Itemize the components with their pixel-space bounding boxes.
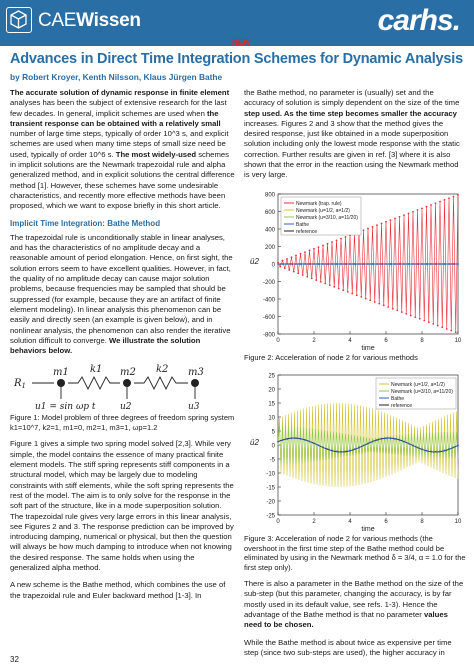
series-trapezoidal-point — [302, 274, 304, 276]
y-tick-label: 600 — [264, 209, 275, 216]
series-trapezoidal-point — [394, 217, 396, 219]
series-bathe-point — [291, 438, 293, 440]
series-bathe-point — [381, 263, 383, 265]
y-tick-label: 10 — [268, 415, 275, 422]
y-tick-label: 200 — [264, 244, 275, 251]
mass-1 — [57, 379, 65, 387]
acceleration-chart-1 — [244, 188, 466, 353]
series-trapezoidal-point — [342, 289, 344, 291]
m3-label: m3 — [188, 367, 204, 379]
series-bathe-point — [403, 441, 405, 443]
legend-entry: Newmark (u=3/10, a=11/20) — [391, 389, 453, 396]
series-bathe-point — [417, 263, 419, 265]
x-tick-label: 0 — [276, 519, 280, 526]
x-tick-label: 8 — [420, 337, 424, 344]
series-trapezoidal-point — [347, 291, 349, 293]
series-bathe-point — [313, 263, 315, 265]
m2-label: m2 — [120, 367, 136, 379]
series-bathe-point — [358, 447, 360, 449]
series-bathe-point — [430, 263, 432, 265]
legend-entry: Newmark (trap. rule) — [296, 200, 342, 207]
series-trapezoidal-point — [293, 270, 295, 272]
intro-paragraph: The accurate solution of dynamic response in finite element analyses has been the subject of extensive research for the last few decades. In general, implicit schemes are used when the transient response can be obtained with a relatively small number of large time steps, typically of order 10^3 s, and explicit schemes are used when many time steps of small size need be used, typically of order 10^6 s. The most widely-used schemes in implicit solutions are the Newmark trapezoidal rule and alpha generalized method, and in explicit solutions the central difference method [1]. However, these schemes have some undesirable characteristics, and recently more effective methods have been proposed, which we want to expose briefly in this short article. — [10, 88, 235, 211]
spring-model-figure — [10, 363, 235, 413]
series-bathe-point — [340, 451, 342, 453]
cube-logo-icon — [6, 7, 32, 33]
series-trapezoidal-point — [297, 272, 299, 274]
series-trapezoidal-point — [383, 304, 385, 306]
series-bathe-point — [313, 443, 315, 445]
series-trapezoidal-point — [329, 284, 331, 286]
series-bathe-point — [417, 447, 419, 449]
series-trapezoidal-point — [363, 229, 365, 231]
bathe-intro-paragraph: The trapezoidal rule is unconditionally stable in linear analyses, and has the characteristics of no amplitude decay and a reasonable amount of period elongation. Hence, on first sight, the solution errors seem to have excellent qualities. However, in fact, the quality of no amplitude decay can cause major solution problems, because frequencies may be sampled that should be suppressed (for example, because they are an artifact of finite element modeling). In linear analysis this phenomenon can be easily and directly seen (an example is given below), and in nonlinear analysis, the phenomenon can also render the iterative solution difficult to converge. We illustrate the solution behaviors below. — [10, 232, 233, 356]
series-trapezoidal-point — [435, 202, 437, 204]
series-bathe-point — [309, 263, 311, 265]
series-bathe-point — [372, 263, 374, 265]
series-trapezoidal-point — [286, 258, 288, 260]
y-tick-label: -600 — [262, 314, 275, 321]
y-tick-label: -800 — [262, 332, 275, 339]
series-trapezoidal-point — [327, 242, 329, 244]
series-bathe-point — [439, 451, 441, 453]
x-tick-label: 0 — [276, 337, 280, 344]
series-bathe-point — [390, 263, 392, 265]
series-bathe-point — [394, 438, 396, 440]
x-axis-label: time — [361, 526, 375, 534]
y-tick-label: -10 — [266, 471, 275, 478]
series-bathe-point — [444, 450, 446, 452]
series-bathe-point — [286, 438, 288, 440]
series-trapezoidal-point — [367, 227, 369, 229]
publisher-logo: carhs. — [377, 4, 460, 37]
series-trapezoidal-point — [360, 296, 362, 298]
series-trapezoidal-point — [426, 205, 428, 207]
force-label: $R_1$ — [14, 378, 26, 391]
legend-entry: reference — [391, 403, 413, 410]
series-bathe-point — [304, 263, 306, 265]
series-bathe-point — [327, 263, 329, 265]
series-trapezoidal-point — [336, 239, 338, 241]
series-trapezoidal-point — [345, 236, 347, 238]
x-tick-label: 4 — [348, 519, 352, 526]
accuracy-paragraph: the Bathe method, no parameter is (usually) set and the accuracy of solution is simply dependent on the size of the time step used. As the time step becomes smaller the accuracy increases. Figures 2 and 3 show that the method gives the desired response, just like obtained in a mode superposition solution including only the lowest mode response with the static correction. Further results are given in ref. [3] where it is also shown that the error in the reaction using the Newmark method is very large. — [244, 88, 460, 180]
u3-label: u3 — [188, 402, 200, 413]
x-axis-label: time — [361, 344, 375, 352]
series-trapezoidal-point — [356, 294, 358, 296]
y-tick-label: 0 — [271, 262, 275, 269]
series-bathe-point — [453, 263, 455, 265]
series-trapezoidal-point — [430, 204, 432, 206]
series-bathe-point — [295, 438, 297, 440]
y-tick-label: -20 — [266, 499, 275, 506]
series-bathe-point — [304, 439, 306, 441]
series-bathe-point — [291, 263, 293, 265]
series-bathe-point — [300, 263, 302, 265]
series-trapezoidal-point — [306, 275, 308, 277]
series-trapezoidal-point — [313, 248, 315, 250]
series-trapezoidal-point — [288, 269, 290, 271]
series-bathe-point — [421, 263, 423, 265]
series-bathe-point — [318, 445, 320, 447]
series-trapezoidal-point — [441, 326, 443, 328]
series-trapezoidal-point — [333, 286, 335, 288]
mass-3 — [191, 379, 199, 387]
legend-entry: Newmark (u=3/10, a=11/20) — [296, 214, 358, 221]
series-trapezoidal-point — [405, 313, 407, 315]
series-bathe-point — [426, 450, 428, 452]
series-trapezoidal-point — [401, 311, 403, 313]
series-bathe-point — [385, 263, 387, 265]
series-trapezoidal-point — [419, 318, 421, 320]
series-trapezoidal-point — [282, 259, 284, 261]
cost-paragraph: While the Bathe method is about twice as expensive per time step (since two sub-steps are used), the higher accuracy in — [244, 637, 452, 657]
y-tick-label: -5 — [269, 457, 275, 464]
series-trapezoidal-point — [300, 253, 302, 255]
series-bathe-point — [399, 263, 401, 265]
series-bathe-point — [300, 438, 302, 440]
series-bathe-point — [367, 263, 369, 265]
series-bathe-point — [376, 439, 378, 441]
series-bathe-point — [277, 441, 279, 443]
series-bathe-point — [430, 451, 432, 453]
series-bathe-point — [345, 451, 347, 453]
series-trapezoidal-point — [279, 265, 281, 267]
y-tick-label: 800 — [264, 192, 275, 199]
series-trapezoidal-point — [284, 267, 286, 269]
parameter-paragraph: There is also a parameter in the Bathe method on the size of the sub-step (but this parameter, changing the accuracy, is by far mostly used in its default value, see refs. 1-3). Hence the advantage of the Bathe method is that no parameter values need to be chosen. — [244, 579, 464, 630]
series-trapezoidal-point — [304, 251, 306, 253]
series-trapezoidal-point — [437, 324, 439, 326]
series-bathe-point — [408, 443, 410, 445]
y-tick-label: -200 — [262, 279, 275, 286]
series-trapezoidal-point — [324, 282, 326, 284]
series-trapezoidal-point — [381, 222, 383, 224]
k2-label: k2 — [156, 364, 169, 376]
legend-entry: Newmark (u=1/2, a=1/2) — [391, 382, 445, 389]
series-trapezoidal-point — [376, 224, 378, 226]
series-bathe-point — [412, 263, 414, 265]
series-trapezoidal-point — [403, 214, 405, 216]
m1-label: m1 — [53, 367, 69, 379]
series-trapezoidal-point — [414, 316, 416, 318]
series-trapezoidal-point — [453, 195, 455, 197]
series-bathe-point — [336, 451, 338, 453]
series-trapezoidal-point — [277, 261, 279, 263]
series-bathe-point — [358, 263, 360, 265]
series-trapezoidal-point — [387, 306, 389, 308]
series-bathe-point — [318, 263, 320, 265]
series-trapezoidal-point — [432, 323, 434, 325]
series-trapezoidal-point — [315, 279, 317, 281]
y-tick-label: 20 — [268, 387, 275, 394]
series-trapezoidal-point — [444, 199, 446, 201]
series-bathe-point — [385, 438, 387, 440]
x-tick-label: 2 — [312, 519, 316, 526]
series-trapezoidal-point — [309, 249, 311, 251]
y-tick-label: 5 — [271, 429, 275, 436]
y-tick-label: 25 — [268, 373, 275, 380]
series-trapezoidal-point — [428, 321, 430, 323]
series-bathe-point — [282, 263, 284, 265]
x-tick-label: 6 — [384, 519, 388, 526]
series-trapezoidal-point — [457, 194, 459, 196]
series-bathe-point — [286, 263, 288, 265]
series-bathe-point — [394, 263, 396, 265]
series-bathe-point — [354, 263, 356, 265]
series-trapezoidal-point — [446, 328, 448, 330]
series-bathe-point — [331, 263, 333, 265]
series-trapezoidal-point — [399, 216, 401, 218]
series-bathe-point — [309, 441, 311, 443]
series-bathe-point — [453, 447, 455, 449]
series-trapezoidal-point — [412, 210, 414, 212]
series-trapezoidal-point — [331, 241, 333, 243]
series-bathe-point — [435, 263, 437, 265]
series-trapezoidal-point — [340, 237, 342, 239]
series-trapezoidal-point — [417, 209, 419, 211]
series-bathe-point — [457, 263, 459, 265]
y-tick-label: -400 — [262, 297, 275, 304]
series-trapezoidal-point — [396, 309, 398, 311]
legend-entry: Bathe — [391, 396, 405, 403]
series-bathe-point — [444, 263, 446, 265]
y-tick-label: 0 — [271, 443, 275, 450]
series-trapezoidal-point — [338, 287, 340, 289]
new-badge: NEW — [232, 38, 251, 47]
x-tick-label: 10 — [454, 519, 462, 526]
series-trapezoidal-point — [365, 297, 367, 299]
series-bathe-point — [322, 447, 324, 449]
series-bathe-point — [381, 438, 383, 440]
series-bathe-point — [435, 451, 437, 453]
legend-entry: Newmark (u=1/2, a=1/2) — [296, 207, 350, 214]
y-tick-label: 15 — [268, 401, 275, 408]
article-authors: by Robert Kroyer, Kenth Nilsson, Klaus Jürgen Bathe — [10, 72, 223, 82]
series-bathe-point — [403, 263, 405, 265]
series-bathe-point — [421, 449, 423, 451]
series-bathe-point — [295, 263, 297, 265]
series-bathe-point — [390, 438, 392, 440]
series-bathe-point — [277, 263, 279, 265]
series-trapezoidal-point — [423, 319, 425, 321]
series-trapezoidal-point — [295, 254, 297, 256]
page-number: 32 — [10, 655, 19, 664]
series-bathe-point — [372, 441, 374, 443]
series-bathe-point — [363, 263, 365, 265]
series-bathe-point — [363, 445, 365, 447]
u1-label: u1 = sin ωp t — [35, 402, 96, 413]
series-bathe-point — [349, 450, 351, 452]
series-bathe-point — [282, 439, 284, 441]
series-bathe-point — [367, 443, 369, 445]
k1-label: k1 — [90, 364, 103, 376]
u2-label: u2 — [120, 402, 132, 413]
article-title: Advances in Direct Time Integration Schemes for Dynamic Analysis — [10, 51, 463, 67]
x-tick-label: 10 — [454, 337, 462, 344]
series-bathe-point — [408, 263, 410, 265]
right-column — [244, 88, 466, 665]
left-column — [10, 88, 235, 608]
series-trapezoidal-point — [390, 219, 392, 221]
x-tick-label: 4 — [348, 337, 352, 344]
y-axis-label: ü2 — [250, 438, 259, 448]
series-trapezoidal-point — [385, 221, 387, 223]
series-bathe-point — [457, 445, 459, 447]
section-heading: Implicit Time Integration: Bathe Method — [10, 218, 161, 228]
series-trapezoidal-point — [408, 212, 410, 214]
bathe-method-paragraph: A new scheme is the Bathe method, which combines the use of the trapezoidal rule and Euler backward method [1-3]. In — [10, 580, 226, 600]
series-trapezoidal-point — [372, 226, 374, 228]
series-trapezoidal-point — [439, 200, 441, 202]
series-trapezoidal-point — [291, 256, 293, 258]
model-paragraph: Figure 1 gives a simple two spring model solved [2,3]. While very simple, the model contains the essence of many practical finite element models. The stiff spring represents stiff components in a structural model, which may be largely due to modeling constraints with stiff elements, while the soft spring represents the rest of the model. The aim is to only solve for the response in the soft part of the structure, like in a mode superposition solution. The trapezoidal rule gives very large errors in this linear analysis, see Figures 2 and 3. The response prediction can be improved by introducing damping, numerical or physical, but then the question will always be how much damping to introduce when not knowing the desired response. The same holds when using the generalized alpha method. — [10, 439, 234, 572]
x-tick-label: 2 — [312, 337, 316, 344]
y-axis-label: ü2 — [250, 256, 259, 266]
series-bathe-point — [322, 263, 324, 265]
series-trapezoidal-point — [320, 281, 322, 283]
series-bathe-point — [331, 450, 333, 452]
figure-1-caption: Figure 1: Model problem of three degrees of freedom spring system k1=10^7, k2=1, m1=0, m2=1, m3=1, ωp=1.2 — [10, 413, 235, 432]
series-bathe-point — [448, 263, 450, 265]
series-trapezoidal-point — [455, 331, 457, 333]
series-trapezoidal-point — [351, 292, 353, 294]
series-bathe-point — [426, 263, 428, 265]
figure-2-caption: Figure 2: Acceleration of node 2 for various methods — [244, 352, 418, 362]
series-trapezoidal-point — [378, 302, 380, 304]
series-trapezoidal-point — [410, 314, 412, 316]
series-trapezoidal-point — [421, 207, 423, 209]
series-trapezoidal-point — [318, 246, 320, 248]
figure-3-caption: Figure 3: Acceleration of node 2 for various methods (the overshoot in the first time step of the Bathe method could be eliminated by using in the Newmark method δ = 3/4, α = 1.0 for the first step only). — [244, 534, 466, 572]
legend-entry: reference — [296, 228, 318, 235]
series-bathe-point — [412, 445, 414, 447]
series-trapezoidal-point — [448, 197, 450, 199]
series-trapezoidal-point — [311, 277, 313, 279]
series-bathe-point — [439, 263, 441, 265]
legend-entry: Bathe — [296, 221, 310, 228]
series-bathe-point — [376, 263, 378, 265]
x-tick-label: 6 — [384, 337, 388, 344]
series-bathe-point — [336, 263, 338, 265]
series-bathe-point — [399, 439, 401, 441]
series-bathe-point — [340, 263, 342, 265]
series-bathe-point — [448, 448, 450, 450]
series-trapezoidal-point — [322, 244, 324, 246]
y-tick-label: -25 — [266, 513, 275, 520]
x-tick-label: 8 — [420, 519, 424, 526]
series-trapezoidal-point — [450, 329, 452, 331]
acceleration-chart-2 — [244, 369, 466, 534]
y-tick-label: 400 — [264, 227, 275, 234]
y-tick-label: -15 — [266, 485, 275, 492]
series-bathe-point — [327, 448, 329, 450]
series-bathe-point — [354, 449, 356, 451]
series-trapezoidal-point — [369, 299, 371, 301]
brand-name: CAEWissen — [38, 10, 141, 31]
series-bathe-point — [349, 263, 351, 265]
series-bathe-point — [345, 263, 347, 265]
series-trapezoidal-point — [392, 307, 394, 309]
series-trapezoidal-point — [374, 301, 376, 303]
mass-2 — [123, 379, 131, 387]
